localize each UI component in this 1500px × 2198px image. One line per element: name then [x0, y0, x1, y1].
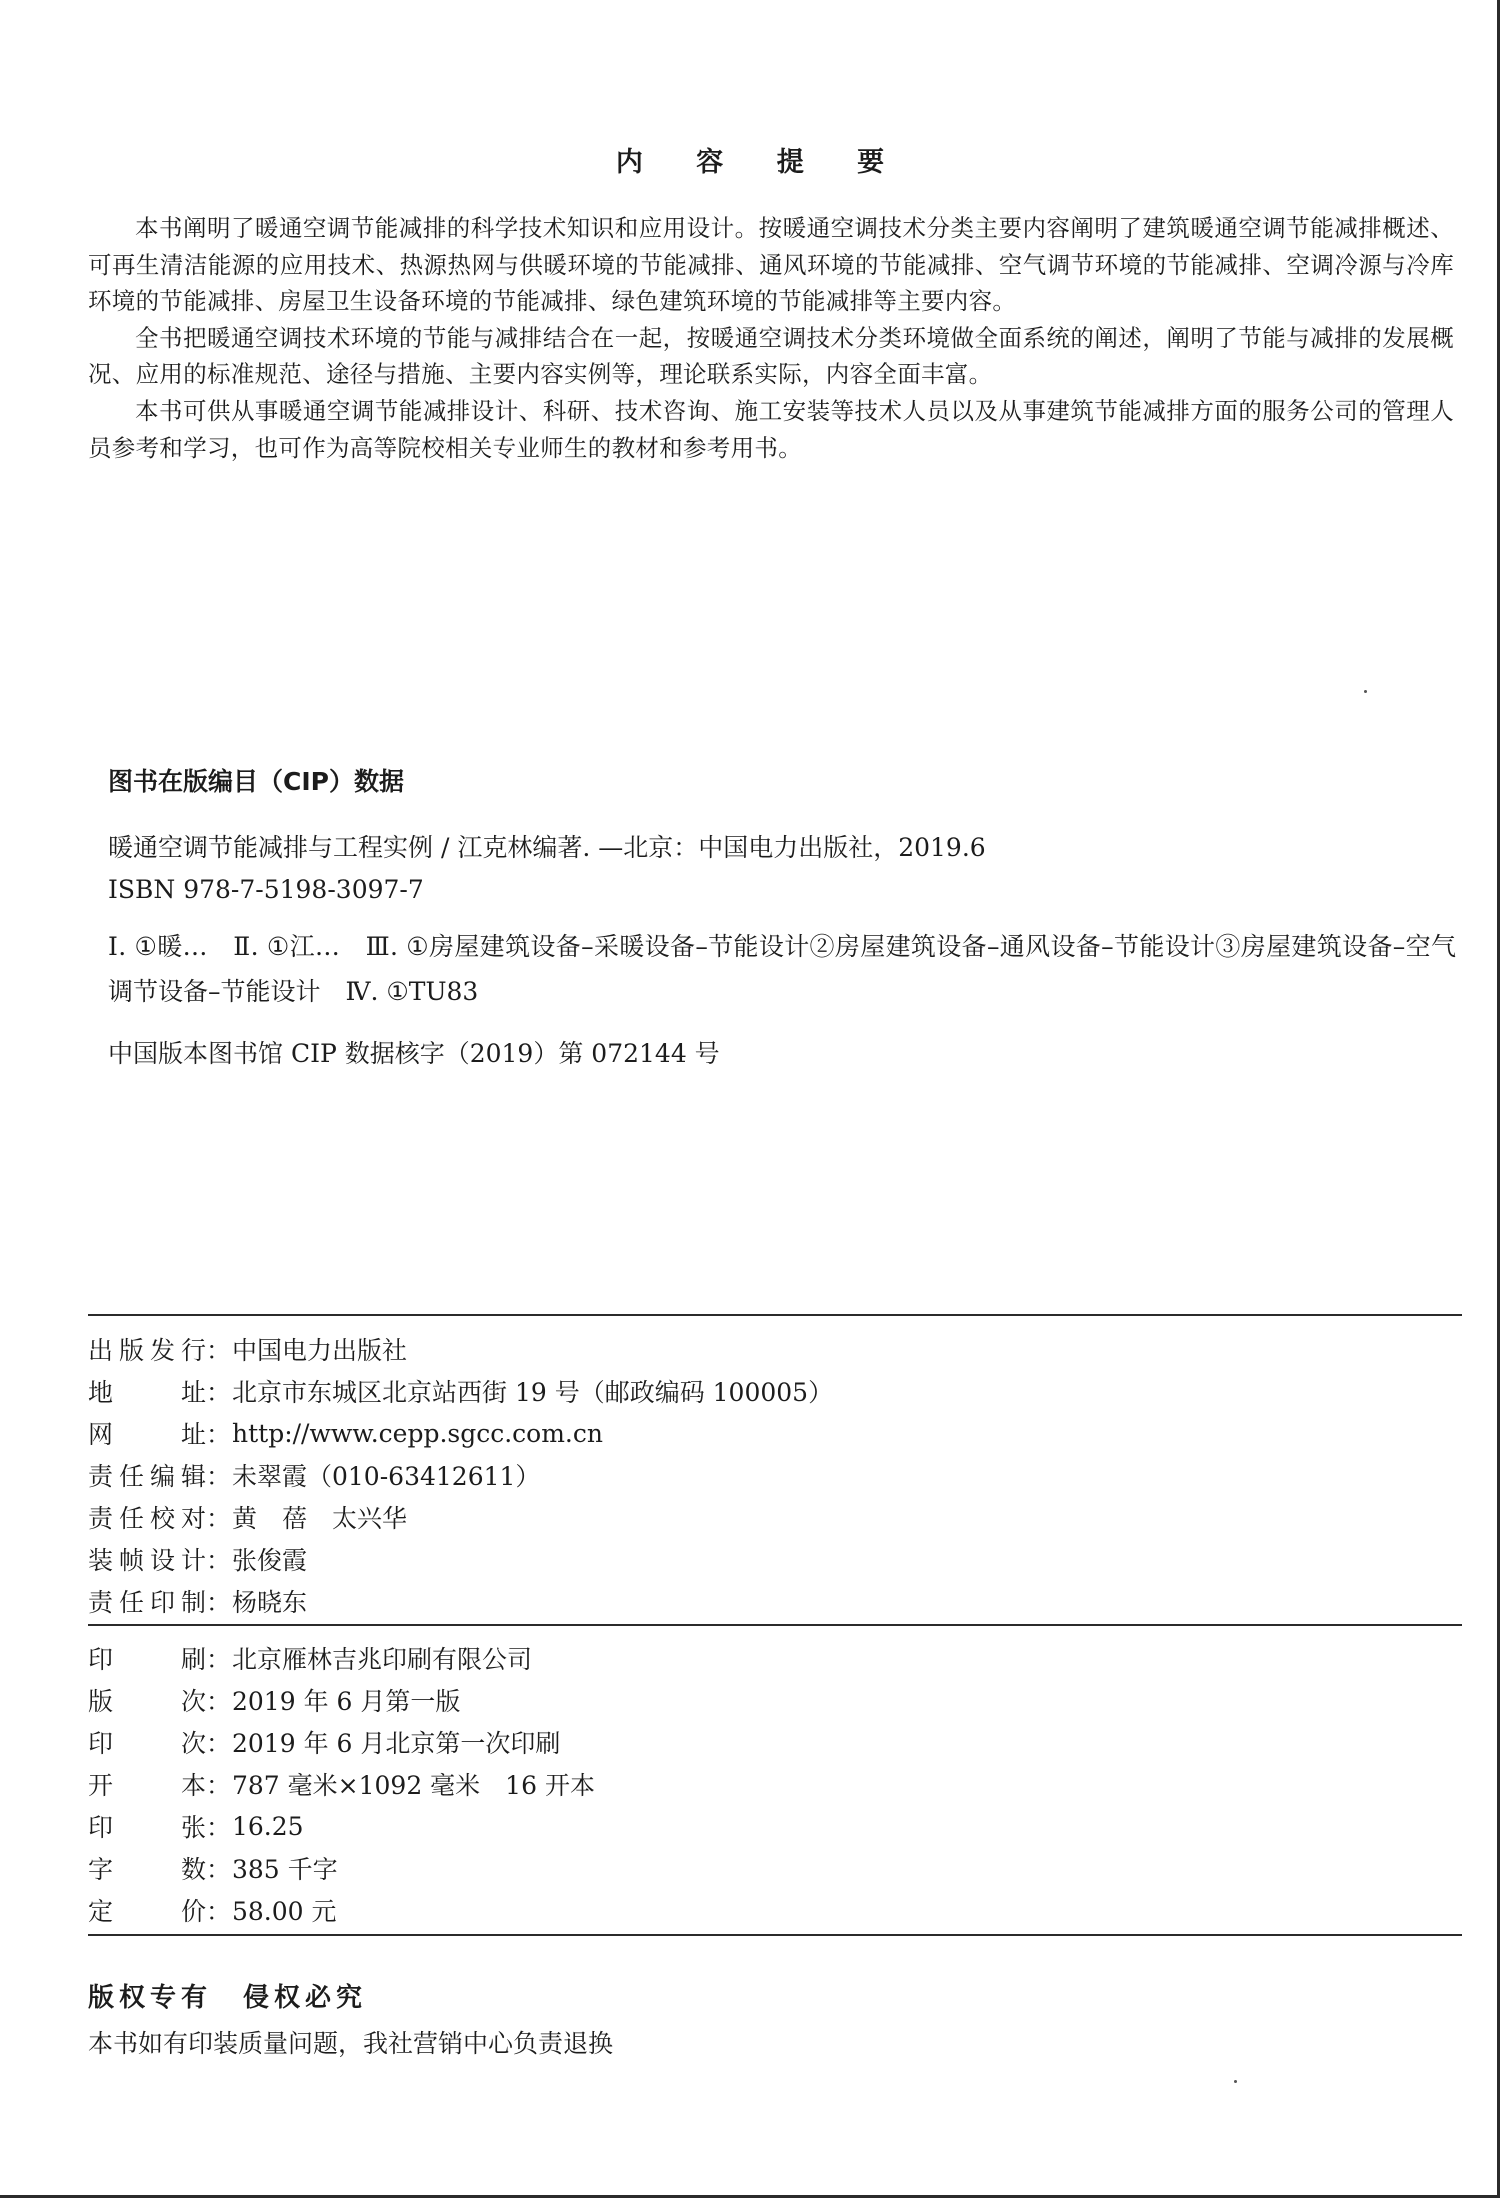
info-colon: ： [206, 1687, 232, 1716]
info-colon: ： [206, 1336, 232, 1365]
info-label: 网址 [88, 1420, 206, 1449]
scan-speck [1364, 690, 1367, 693]
info-label: 印刷 [88, 1645, 206, 1674]
info-label: 责任编辑 [88, 1462, 206, 1491]
summary-paragraph: 本书可供从事暖通空调节能减排设计、科研、技术咨询、施工安装等技术人员以及从事建筑节能减排方面的服务公司的管理人员参考和学习，也可作为高等院校相关专业师生的教材和参考用书。 [88, 396, 1454, 462]
info-colon: ： [206, 1378, 232, 1407]
info-value: 2019 年 6 月北京第一次印刷 [232, 1729, 561, 1758]
middle-rule [88, 1624, 1462, 1626]
info-row-designer [88, 1538, 307, 1580]
info-colon: ： [206, 1588, 232, 1617]
info-value: 黄 蓓 太兴华 [232, 1504, 408, 1533]
info-colon: ： [206, 1771, 232, 1800]
info-colon: ： [206, 1897, 232, 1926]
cip-heading: 图书在版编目（CIP）数据 [108, 767, 404, 796]
info-row-printer [88, 1637, 532, 1679]
info-label: 定价 [88, 1897, 206, 1926]
info-colon: ： [206, 1645, 232, 1674]
info-label: 版次 [88, 1687, 206, 1716]
info-row-price [88, 1889, 337, 1931]
cip-verification: 中国版本图书馆 CIP 数据核字（2019）第 072144 号 [108, 1039, 720, 1068]
info-row-editor [88, 1454, 540, 1496]
info-value: 杨晓东 [232, 1588, 308, 1617]
info-label: 责任校对 [88, 1504, 206, 1533]
info-row-sheets [88, 1805, 304, 1847]
info-row-edition [88, 1679, 460, 1721]
info-colon: ： [206, 1546, 232, 1575]
info-row-address [88, 1370, 833, 1412]
info-label: 出版发行 [88, 1336, 206, 1365]
info-value: 未翠霞（010-63412611） [232, 1462, 541, 1491]
summary-paragraph: 本书阐明了暖通空调节能减排的科学技术知识和应用设计。按暖通空调技术分类主要内容阐明了建筑暖通空调节能减排概述、可再生清洁能源的应用技术、热源热网与供暖环境的节能减排、通风环境的节能减排、空气调节环境的节能减排、空调冷源与冷库环境的节能减排、房屋卫生设备环境的节能减排、绿色建筑环境的节能减排等主要内容。 [88, 214, 1454, 316]
top-rule [88, 1314, 1462, 1316]
copyright-heading: 版权专有 侵权必究 [88, 1983, 368, 2013]
cip-title-line: 暖通空调节能减排与工程实例 / 江克林编著. —北京：中国电力出版社，2019.6 [108, 833, 986, 862]
info-row-format [88, 1763, 595, 1805]
info-label: 字数 [88, 1855, 206, 1884]
cip-classification: Ⅰ. ①暖… Ⅱ. ①江… Ⅲ. ①房屋建筑设备–采暖设备–节能设计②房屋建筑设备–通风设备–节能设计③房屋建筑设备–空气调节设备–节能设计 Ⅳ. ①TU83 [108, 932, 1456, 1006]
copyright-note: 本书如有印装质量问题，我社营销中心负责退换 [88, 2029, 614, 2058]
info-colon: ： [206, 1813, 232, 1842]
info-value: 385 千字 [232, 1855, 338, 1884]
info-value: http://www.cepp.sgcc.com.cn [232, 1418, 603, 1448]
info-value: 北京雁林吉兆印刷有限公司 [232, 1645, 533, 1674]
info-row-word-count [88, 1847, 338, 1889]
info-row-print-supervisor [88, 1580, 307, 1622]
info-value: 张俊霞 [232, 1546, 308, 1575]
info-label: 开本 [88, 1771, 206, 1800]
info-colon: ： [206, 1462, 232, 1491]
bottom-rule [88, 1934, 1462, 1936]
info-label: 印次 [88, 1729, 206, 1758]
summary-paragraph: 全书把暖通空调技术环境的节能与减排结合在一起，按暖通空调技术分类环境做全面系统的阐述，阐明了节能与减排的发展概况、应用的标准规范、途径与措施、主要内容实例等，理论联系实际，内容全面丰富。 [88, 323, 1454, 389]
info-row-publisher [88, 1328, 407, 1370]
info-value: 16.25 [232, 1811, 304, 1841]
info-value: 58.00 元 [232, 1897, 337, 1926]
info-label: 责任印制 [88, 1588, 206, 1617]
info-label: 装帧设计 [88, 1546, 206, 1575]
info-colon: ： [206, 1420, 232, 1449]
info-row-proofreader [88, 1496, 407, 1538]
info-value: 北京市东城区北京站西街 19 号（邮政编码 100005） [232, 1378, 834, 1407]
info-row-impression [88, 1721, 560, 1763]
info-value: 787 毫米×1092 毫米 16 开本 [232, 1771, 595, 1800]
summary-body [88, 210, 1454, 466]
info-label: 印张 [88, 1813, 206, 1842]
info-colon: ： [206, 1504, 232, 1533]
summary-title: 内 容 提 要 [615, 147, 907, 178]
scan-speck [1234, 2080, 1237, 2083]
info-colon: ： [206, 1729, 232, 1758]
info-row-website [88, 1412, 603, 1454]
info-value: 中国电力出版社 [232, 1336, 408, 1365]
info-label: 地址 [88, 1378, 206, 1407]
cip-isbn: ISBN 978-7-5198-3097-7 [108, 875, 424, 904]
info-value: 2019 年 6 月第一版 [232, 1687, 461, 1716]
info-colon: ： [206, 1855, 232, 1884]
